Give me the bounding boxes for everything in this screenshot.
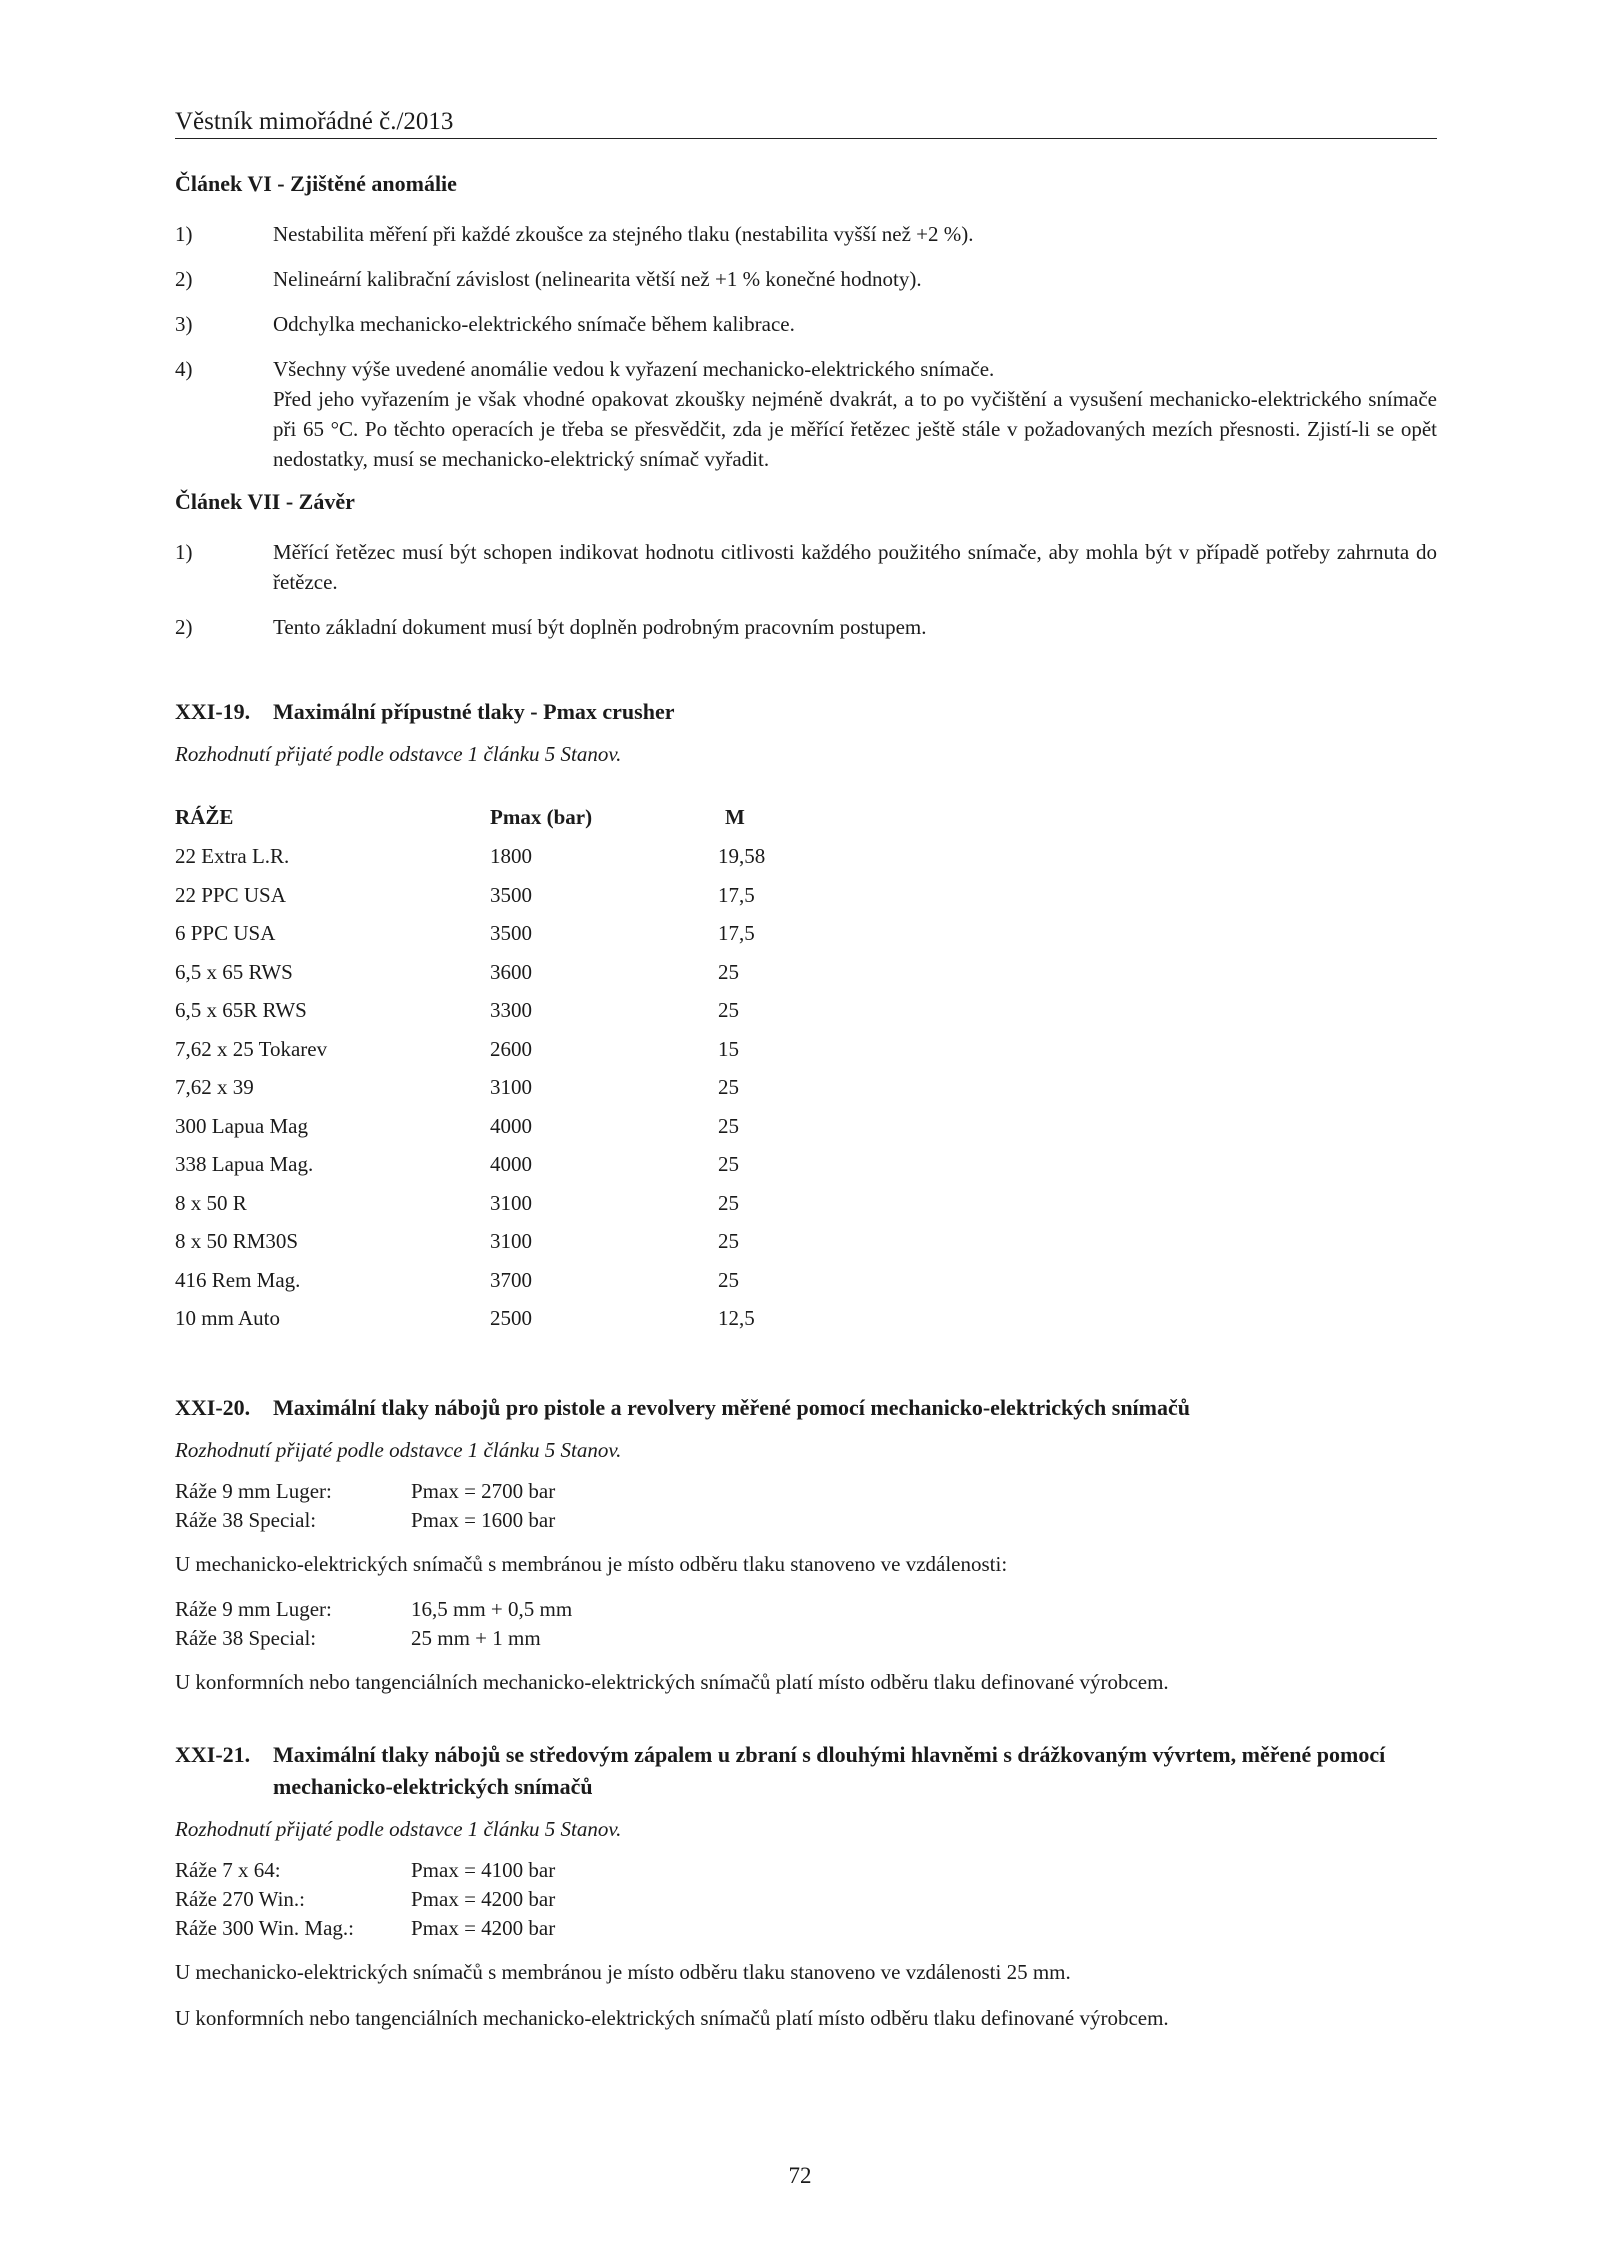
section-title: Maximální tlaky nábojů se středovým zápalem u zbraní s dlouhými hlavněmi s drážkovaným vývrtem, měřené pomocí mechanicko-elektrických snímačů [273,1741,1386,1799]
table-row [175,914,1437,953]
caliber-cell: 6,5 x 65 RWS [175,959,293,984]
pmax-cell: 2500 [490,1306,532,1330]
pmax-cell: 4000 [490,1113,532,1138]
caliber-cell: 8 x 50 RM30S [175,1229,299,1253]
m-cell: 17,5 [718,921,755,945]
list-line: Odchylka mechanicko-elektrického snímače během kalibrace. [273,312,795,336]
pmax-value: Pmax = 2700 bar [411,1478,556,1503]
caliber-cell: 6 PPC USA [175,921,276,945]
pmax-row [175,1506,1437,1535]
caliber-cell: 7,62 x 39 [175,1075,254,1099]
caliber-cell: 338 Lapua Mag. [175,1152,314,1176]
section-xxi-20 [175,1392,1437,1697]
pmax-cell: 1800 [490,844,532,868]
page-header: Věstník mimořádné č./2013 [175,108,1437,139]
pmax-value: Pmax = 1600 bar [411,1507,556,1532]
pmax-cell: 3500 [490,921,532,945]
distance-row [175,1595,1437,1624]
pmax-cell: 3100 [490,1229,532,1253]
list-item [175,264,1437,294]
caliber-cell: 416 Rem Mag. [175,1267,301,1292]
caliber-cell: 6,5 x 65R RWS [175,998,307,1022]
list-text [273,264,1437,294]
m-cell: 25 [718,1267,739,1292]
list-number: 2) [175,615,193,639]
m-cell: 25 [718,998,739,1022]
table-row [175,1068,1437,1107]
table-row [175,1261,1437,1300]
section-number: XXI-21. [175,1741,251,1767]
list-item [175,219,1437,249]
section-xxi-21 [175,1739,1437,2033]
list-text [273,612,1437,642]
table-body [175,837,1437,1338]
distance-value: 25 mm + 1 mm [411,1625,541,1650]
section-heading [175,1392,1437,1424]
list-text [273,537,1437,597]
caliber-cell: 300 Lapua Mag [175,1113,308,1138]
caliber-label: Ráže 9 mm Luger: [175,1478,332,1503]
article-7-title: Článek VII - Závěr [175,489,355,514]
pmax-cell: 2600 [490,1036,532,1061]
pmax-cell: 4000 [490,1152,532,1176]
article-6 [175,171,1437,474]
m-cell: 25 [718,1229,739,1253]
list-line: Před jeho vyřazením je však vhodné opakovat zkoušky nejméně dvakrát, a to po vyčištění a vysušení mechanicko-elektrického snímače při 65 °C. Po těchto operacích je třeba se přesvědčit, zda je měřící řetězec ještě stále v požadovaných mezích přesnosti. Zjistí-li se opět nedostatky, musí se mechanicko-elektrický snímač vyřadit. [273,387,1437,471]
pmax-row [175,1856,1437,1885]
m-cell: 19,58 [718,844,766,868]
list-line: Nelineární kalibrační závislost (nelinearita větší než +1 % konečné hodnoty). [273,267,922,291]
table-row [175,1222,1437,1261]
list-text [273,219,1437,249]
pmax-value: Pmax = 4200 bar [411,1886,556,1911]
list-text [273,309,1437,339]
pmax-cell: 3100 [490,1190,532,1215]
table-row [175,1145,1437,1184]
paragraph: U mechanicko-elektrických snímačů s membránou je místo odběru tlaku stanoveno ve vzdálenosti 25 mm. [175,1959,1071,1984]
list-number: 1) [175,540,193,564]
paragraph: U konformních nebo tangenciálních mechanicko-elektrických snímačů platí místo odběru tlaku definované výrobcem. [175,2005,1169,2030]
article-6-title: Článek VI - Zjištěné anomálie [175,171,457,196]
column-header-m: M [725,805,745,829]
column-header-pmax: Pmax (bar) [490,805,593,829]
list-number: 1) [175,222,193,246]
pmax-value: Pmax = 4100 bar [411,1857,556,1882]
pmax-cell: 3700 [490,1267,532,1292]
table-header-row [175,797,1437,837]
table-row [175,953,1437,992]
section-number: XXI-19. [175,699,251,724]
list-item [175,612,1437,642]
section-title: Maximální tlaky nábojů pro pistole a revolvery měřené pomocí mechanicko-elektrických snímačů [273,1394,1190,1420]
section-heading [175,696,1437,728]
table-row [175,837,1437,876]
table-row [175,1030,1437,1069]
caliber-label: Ráže 270 Win.: [175,1886,305,1911]
m-cell: 25 [718,1113,739,1138]
list-item [175,537,1437,597]
distance-value: 16,5 mm + 0,5 mm [411,1596,573,1621]
table-row [175,991,1437,1030]
m-cell: 15 [718,1036,739,1061]
table-row [175,876,1437,915]
table-row [175,1299,1437,1338]
m-cell: 25 [718,1075,739,1099]
section-number: XXI-20. [175,1394,251,1420]
list-line: Tento základní dokument musí být doplněn podrobným pracovním postupem. [273,615,927,639]
caliber-cell: 22 PPC USA [175,882,286,907]
decision-note: Rozhodnutí přijaté podle odstavce 1 článku 5 Stanov. [175,1437,622,1462]
table-row [175,1107,1437,1146]
pmax-cell: 3600 [490,959,532,984]
list-number: 3) [175,312,193,336]
caliber-cell: 8 x 50 R [175,1190,247,1215]
column-header-caliber: RÁŽE [175,805,234,829]
caliber-table [175,797,1437,1338]
m-cell: 12,5 [718,1306,755,1330]
pmax-cell: 3100 [490,1075,532,1099]
pmax-cell: 3300 [490,998,532,1022]
distance-row [175,1624,1437,1653]
list-text [273,354,1437,474]
list-line: Měřící řetězec musí být schopen indikovat hodnotu citlivosti každého použitého snímače, aby mohla být v případě potřeby zahrnuta do řetězce. [273,540,1437,594]
document-page [175,108,1437,2049]
paragraph: U konformních nebo tangenciálních mechanicko-elektrických snímačů platí místo odběru tlaku definované výrobcem. [175,1669,1169,1694]
decision-note: Rozhodnutí přijaté podle odstavce 1 článku 5 Stanov. [175,742,622,766]
list-item [175,309,1437,339]
list-line: Všechny výše uvedené anomálie vedou k vyřazení mechanicko-elektrického snímače. [273,357,995,381]
list-line: Nestabilita měření při každé zkoušce za stejného tlaku (nestabilita vyšší než +2 %). [273,222,974,246]
caliber-cell: 22 Extra L.R. [175,844,290,868]
caliber-label: Ráže 300 Win. Mag.: [175,1915,354,1940]
m-cell: 25 [718,1190,739,1215]
page-number: 72 [788,2163,812,2188]
paragraph: U mechanicko-elektrických snímačů s membránou je místo odběru tlaku stanoveno ve vzdálenosti: [175,1551,1008,1576]
m-cell: 25 [718,959,739,984]
pmax-value: Pmax = 4200 bar [411,1915,556,1940]
list-number: 4) [175,357,193,381]
caliber-cell: 10 mm Auto [175,1306,281,1330]
pmax-row [175,1477,1437,1506]
section-title: Maximální přípustné tlaky - Pmax crusher [273,699,675,724]
section-xxi-19 [175,696,1437,1338]
m-cell: 25 [718,1152,739,1176]
caliber-label: Ráže 7 x 64: [175,1857,281,1882]
article-7 [175,489,1437,642]
list-item [175,354,1437,474]
caliber-cell: 7,62 x 25 Tokarev [175,1036,328,1061]
pmax-row [175,1914,1437,1943]
table-row [175,1184,1437,1223]
caliber-label: Ráže 38 Special: [175,1625,317,1650]
pmax-cell: 3500 [490,882,532,907]
list-number: 2) [175,267,193,291]
decision-note: Rozhodnutí přijaté podle odstavce 1 článku 5 Stanov. [175,1816,622,1841]
pmax-row [175,1885,1437,1914]
section-heading [175,1739,1437,1803]
caliber-label: Ráže 38 Special: [175,1507,317,1532]
m-cell: 17,5 [718,882,755,907]
caliber-label: Ráže 9 mm Luger: [175,1596,332,1621]
